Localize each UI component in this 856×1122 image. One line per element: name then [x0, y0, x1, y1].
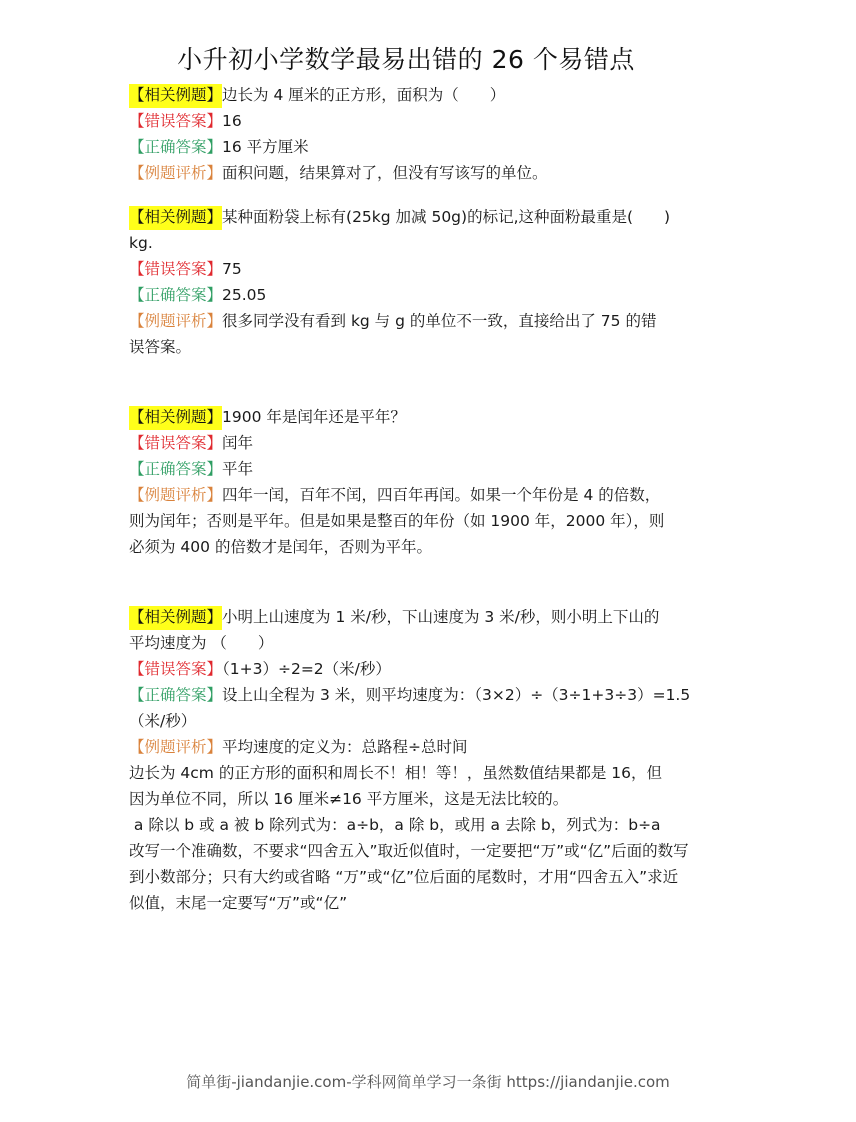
- note-line: 因为单位不同，所以 16 厘米≠16 平方厘米，这是无法比较的。: [129, 790, 569, 808]
- document-body: [129, 82, 729, 916]
- question-label: 【相关例题】: [129, 406, 222, 430]
- analysis-text-cont: 误答案。: [129, 338, 192, 356]
- wrong-answer-text: 闰年: [222, 434, 254, 452]
- right-answer-text: 25.05: [222, 286, 267, 304]
- page-title: 小升初小学数学最易出错的 26 个易错点: [177, 45, 635, 74]
- question-text: 小明上山速度为 1 米/秒，下山速度为 3 米/秒，则小明上下山的: [222, 608, 660, 626]
- note-line: 边长为 4cm 的正方形的面积和周长不！相！等！，虽然数值结果都是 16，但: [129, 764, 662, 782]
- note-line: 到小数部分；只有大约或省略 “万”或“亿”位后面的尾数时，才用“四舍五入”求近: [129, 868, 679, 886]
- note-line: 改写一个准确数，不要求“四舍五入”取近似值时，一定要把“万”或“亿”后面的数写: [129, 842, 689, 860]
- analysis-text: 面积问题，结果算对了，但没有写该写的单位。: [222, 164, 548, 182]
- analysis-label: 【例题评析】: [129, 312, 223, 330]
- analysis-text: 平均速度的定义为：总路程÷总时间: [222, 738, 468, 756]
- wrong-answer-text: 75: [222, 260, 242, 278]
- wrong-answer-label: 【错误答案】: [129, 434, 223, 452]
- right-answer-label: 【正确答案】: [129, 686, 223, 704]
- question-label: 【相关例题】: [129, 206, 222, 230]
- example-block-2: [129, 204, 729, 360]
- right-answer-label: 【正确答案】: [129, 286, 223, 304]
- analysis-text-cont: 则为闰年；否则是平年。但是如果是整百的年份（如 1900 年，2000 年），则: [129, 512, 665, 530]
- question-text: 1900 年是闰年还是平年？: [222, 408, 406, 426]
- page-footer: 简单街-jiandanjie.com-学科网简单学习一条街 https://jiandanjie.com: [186, 1073, 670, 1091]
- example-block-3: [129, 404, 729, 560]
- notes-block: [129, 760, 729, 916]
- right-answer-label: 【正确答案】: [129, 138, 223, 156]
- right-answer-text: 16 平方厘米: [222, 138, 309, 156]
- wrong-answer-label: 【错误答案】: [129, 112, 223, 130]
- analysis-label: 【例题评析】: [129, 486, 223, 504]
- question-text: 某种面粉袋上标有(25kg 加减 50g)的标记,这种面粉最重是( ): [222, 208, 671, 226]
- right-answer-text: 设上山全程为 3 米，则平均速度为：（3×2）÷（3÷1+3÷3）=1.5: [222, 686, 691, 704]
- analysis-text-cont: 必须为 400 的倍数才是闰年，否则为平年。: [129, 538, 432, 556]
- analysis-text: 四年一闰，百年不闰，四百年再闰。如果一个年份是 4 的倍数，: [222, 486, 661, 504]
- wrong-answer-text: （1+3）÷2=2（米/秒）: [222, 660, 391, 678]
- question-label: 【相关例题】: [129, 84, 222, 108]
- right-answer-text-cont: （米/秒）: [129, 712, 197, 730]
- example-block-4: [129, 604, 729, 760]
- question-text-cont: 平均速度为 （ ）: [129, 634, 274, 652]
- example-block-1: [129, 82, 729, 186]
- right-answer-label: 【正确答案】: [129, 460, 223, 478]
- wrong-answer-label: 【错误答案】: [129, 260, 223, 278]
- analysis-label: 【例题评析】: [129, 738, 223, 756]
- note-line: 似值，末尾一定要写“万”或“亿”: [129, 894, 348, 912]
- analysis-label: 【例题评析】: [129, 164, 223, 182]
- note-line: a 除以 b 或 a 被 b 除列式为：a÷b，a 除 b，或用 a 去除 b，列式为：b÷a: [129, 816, 661, 834]
- right-answer-text: 平年: [222, 460, 254, 478]
- wrong-answer-label: 【错误答案】: [129, 660, 223, 678]
- question-text-cont: kg.: [129, 234, 153, 252]
- wrong-answer-text: 16: [222, 112, 242, 130]
- question-text: 边长为 4 厘米的正方形，面积为（ ）: [222, 86, 506, 104]
- analysis-text: 很多同学没有看到 kg 与 g 的单位不一致，直接给出了 75 的错: [222, 312, 657, 330]
- question-label: 【相关例题】: [129, 606, 222, 630]
